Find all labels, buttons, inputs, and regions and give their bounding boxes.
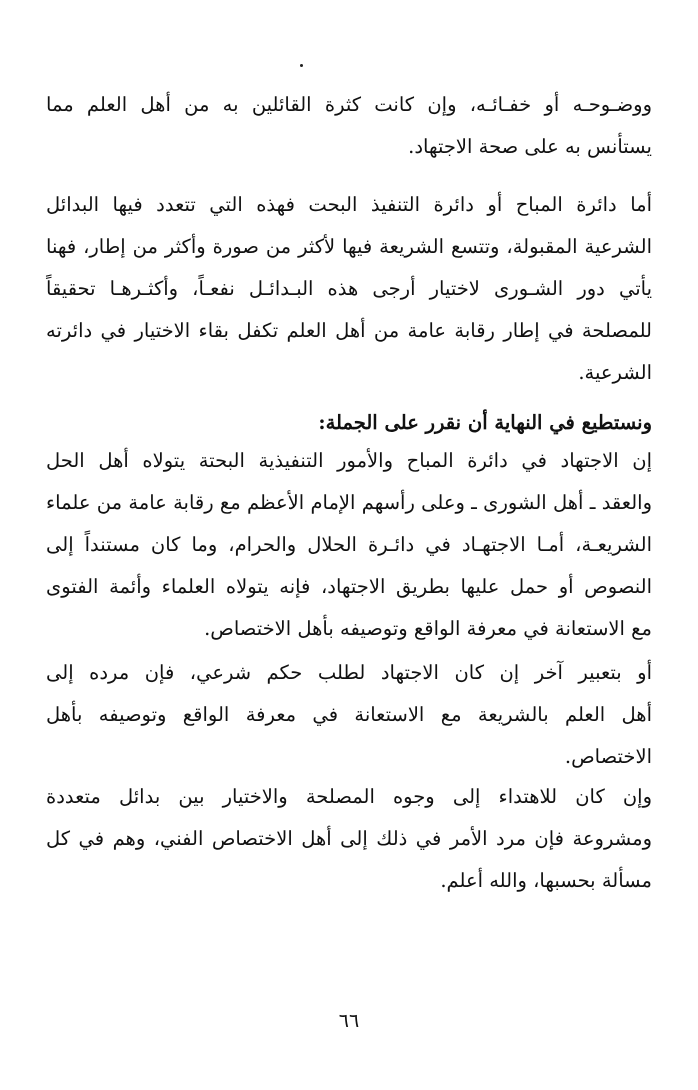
text-line: مسألة بحسبها، والله أعلم. <box>440 869 652 892</box>
page-number: ٦٦ <box>338 1010 360 1032</box>
text-line: الشرعية. <box>578 361 652 384</box>
summary-heading <box>46 402 652 444</box>
text-line: ومشروعة فإن مرد الأمر في ذلك إلى أهل الاختصاص الفني، وهم في كل <box>46 827 652 850</box>
text-line: وإن كان للاهتداء إلى وجوه المصلحة والاختيار بين بدائل متعددة <box>46 785 652 808</box>
text-line: الاختصاص. <box>564 745 652 768</box>
paragraph-1 <box>46 84 652 168</box>
text-line: للمصلحة في إطار رقابة عامة من أهل العلم تكفل بقاء الاختيار في دائرته <box>46 319 652 342</box>
page-mark <box>300 64 303 67</box>
text-line: ونستطيع في النهاية أن نقرر على الجملة: <box>318 411 652 434</box>
paragraph-4 <box>46 440 652 650</box>
text-line: ووضـوحـه أو خفـائـه، وإن كانت كثرة القائلين به من أهل العلم مما <box>46 93 652 116</box>
text-line: أهل العلم بالشريعة مع الاستعانة في معرفة الواقع وتوصيفه بأهل <box>46 703 652 726</box>
text-line: الشريعـة، أمـا الاجتهـاد في دائـرة الحلال والحرام، وما كان مستنداً إلى <box>46 533 652 556</box>
text-line: النصوص أو حمل عليها بطريق الاجتهاد، فإنه يتولاه العلماء وأئمة الفتوى <box>46 575 652 598</box>
text-line: يستأنس به على صحة الاجتهاد. <box>408 135 652 158</box>
text-line: أو بتعبير آخر إن كان الاجتهاد لطلب حكم شرعي، فإن مرده إلى <box>46 661 652 684</box>
paragraph-6 <box>46 776 652 902</box>
text-line: والعقد ـ أهل الشورى ـ وعلى رأسهم الإمام الأعظم مع رقابة عامة من علماء <box>46 491 652 514</box>
paragraph-2 <box>46 184 652 394</box>
text-line: أما دائرة المباح أو دائرة التنفيذ البحت فهذه التي تتعدد فيها البدائل <box>46 193 652 216</box>
text-line: إن الاجتهاد في دائرة المباح والأمور التنفيذية البحتة يتولاه أهل الحل <box>46 449 652 472</box>
text-line: يأتي دور الشـورى لاختيار أرجى هذه البـدائـل نفعـاً، وأكثـرهـا تحقيقاً <box>46 277 652 300</box>
text-line: مع الاستعانة في معرفة الواقع وتوصيفه بأهل الاختصاص. <box>204 617 652 640</box>
text-line: الشرعية المقبولة، وتتسع الشريعة فيها لأكثر من صورة وأكثر من إطار، فهنا <box>46 235 652 258</box>
paragraph-5 <box>46 652 652 778</box>
